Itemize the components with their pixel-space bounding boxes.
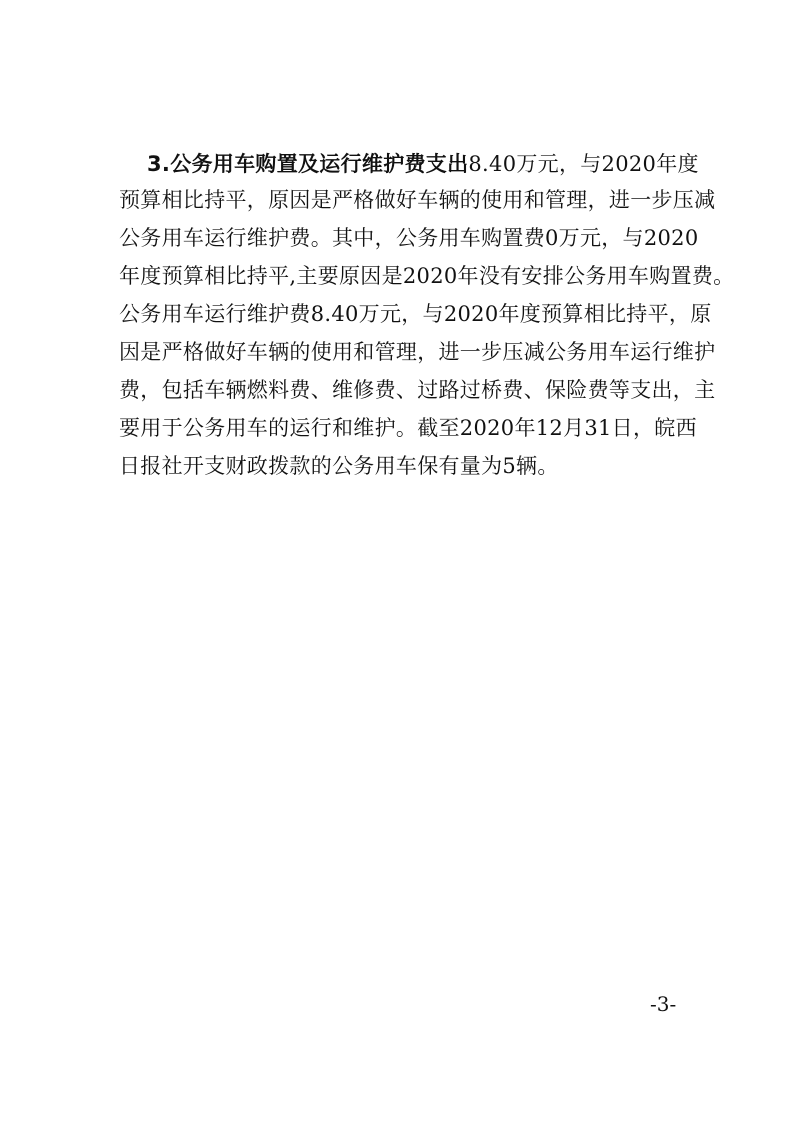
paragraph-line-3: 公务用车运行维护费。其中，公务用车购置费0万元，与2020: [119, 226, 699, 250]
line-1-text: 8.40万元，与2020年度: [468, 152, 699, 176]
paragraph-line-9: 日报社开支财政拨款的公务用车保有量为5辆。: [119, 454, 559, 478]
paragraph-line-8: 要用于公务用车的运行和维护。截至2020年12月31日，皖西: [119, 416, 697, 440]
paragraph-line-1: [147, 152, 699, 176]
page-number: -3-: [650, 992, 677, 1016]
paragraph-line-6: 因是严格做好车辆的使用和管理，进一步压减公务用车运行维护: [119, 340, 716, 364]
paragraph-line-5: 公务用车运行维护费8.40万元，与2020年度预算相比持平，原: [119, 302, 712, 326]
paragraph-line-4: 年度预算相比持平,主要原因是2020年没有安排公务用车购置费。: [119, 264, 735, 288]
paragraph-line-7: 费，包括车辆燃料费、维修费、过路过桥费、保险费等支出，主: [119, 378, 716, 402]
section-heading: 3.公务用车购置及运行维护费支出: [147, 152, 469, 176]
paragraph-line-2: 预算相比持平，原因是严格做好车辆的使用和管理，进一步压减: [119, 188, 716, 212]
